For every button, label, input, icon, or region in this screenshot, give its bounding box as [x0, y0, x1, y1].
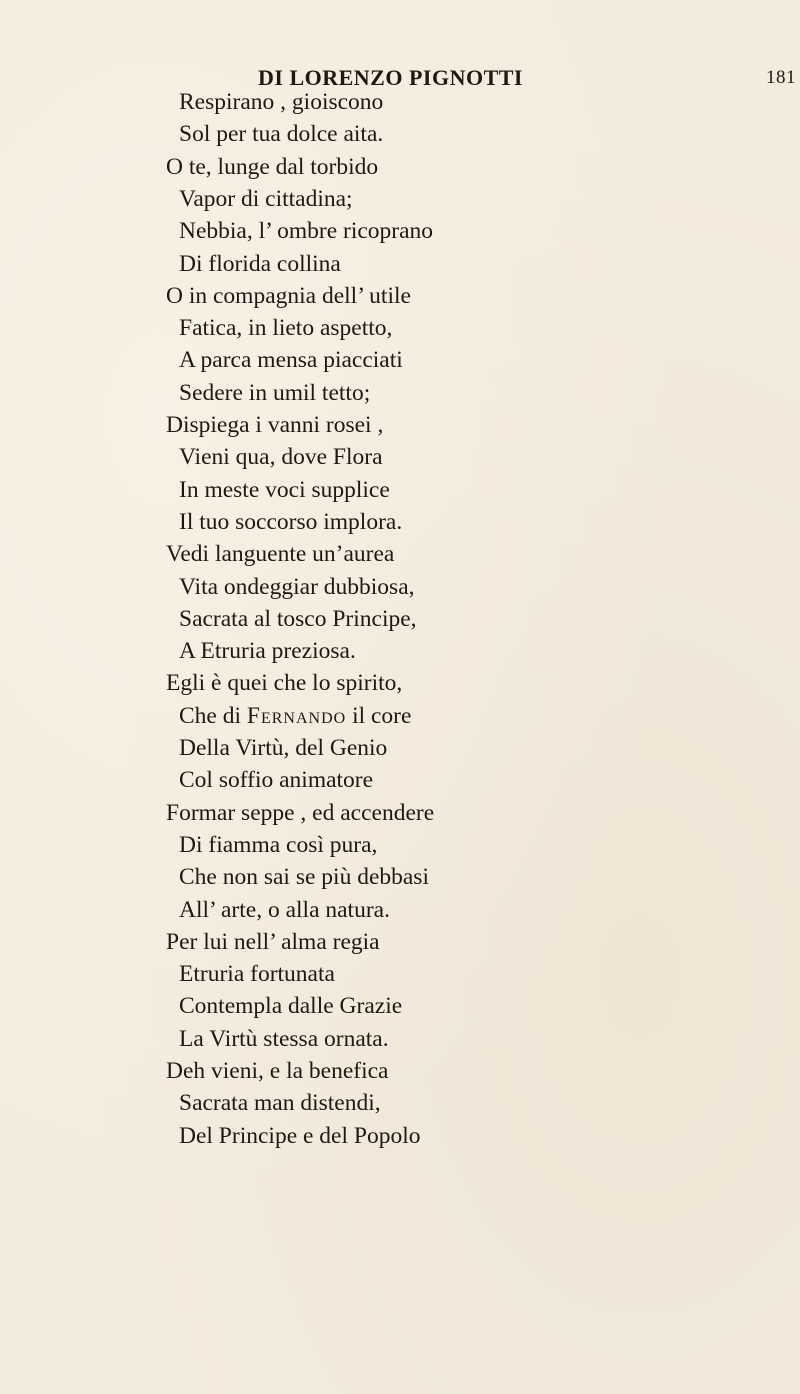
verse-line: [179, 700, 411, 732]
verse-line: Col soffio animatore: [179, 767, 374, 794]
verse-line: Vedi languente un’aurea: [166, 541, 395, 568]
verse-line: Che non sai se più debbasi: [179, 864, 429, 891]
verse-line: O in compagnia dell’ utile: [166, 282, 411, 309]
verse-line: Della Virtù, del Genio: [179, 735, 388, 761]
page-number: 181: [766, 67, 796, 88]
verse-line: A parca mensa piacciati: [179, 347, 403, 374]
verse-line: La Virtù stessa ornata.: [179, 1025, 389, 1052]
verse-line: Di florida collina: [179, 250, 341, 277]
verse-line: Sol per tua dolce aita.: [179, 121, 384, 148]
verse-line: Il tuo soccorso implora.: [179, 508, 403, 535]
verse-line: Vita ondeggiar dubbiosa,: [179, 573, 415, 600]
verse-line: Sacrata man distendi,: [179, 1090, 381, 1117]
verse-line: Formar seppe , ed accendere: [166, 799, 435, 826]
verse-line: Contempla dalle Grazie: [179, 993, 403, 1020]
verse-line: Per lui nell’ alma regia: [166, 928, 380, 955]
verse-line: Sedere in umil tetto;: [179, 379, 371, 406]
running-title: DI LORENZO PIGNOTTI: [258, 65, 523, 90]
verse-line: Vapor di cittadina;: [179, 185, 353, 212]
verse-line: Sacrata al tosco Principe,: [179, 605, 417, 632]
verse-line: All’ arte, o alla natura.: [179, 896, 390, 923]
verse-line: Deh vieni, e la benefica: [166, 1058, 389, 1084]
verse-line: Dispiega i vanni rosei ,: [166, 412, 384, 438]
verse-line: Etruria fortunata: [179, 961, 335, 988]
verse-line: In meste voci supplice: [179, 476, 390, 503]
verse-line: Vieni qua, dove Flora: [179, 444, 383, 471]
verse-line: Del Principe e del Popolo: [179, 1122, 421, 1149]
verse-line: O te, lunge dal torbido: [166, 153, 379, 180]
verse-line: Fatica, in lieto aspetto,: [179, 315, 393, 342]
verse-line: Di fiamma così pura,: [179, 831, 378, 858]
verse-text: Che di: [179, 702, 247, 729]
verse-line: Respirano , gioiscono: [179, 89, 384, 115]
name-small-caps: Fernando: [246, 702, 347, 729]
verse-line: Egli è quei che lo spirito,: [166, 670, 403, 697]
verse-line: Nebbia, l’ ombre ricoprano: [179, 218, 434, 245]
verse-line: A Etruria preziosa.: [179, 638, 356, 665]
verse-text: il core: [346, 702, 412, 729]
